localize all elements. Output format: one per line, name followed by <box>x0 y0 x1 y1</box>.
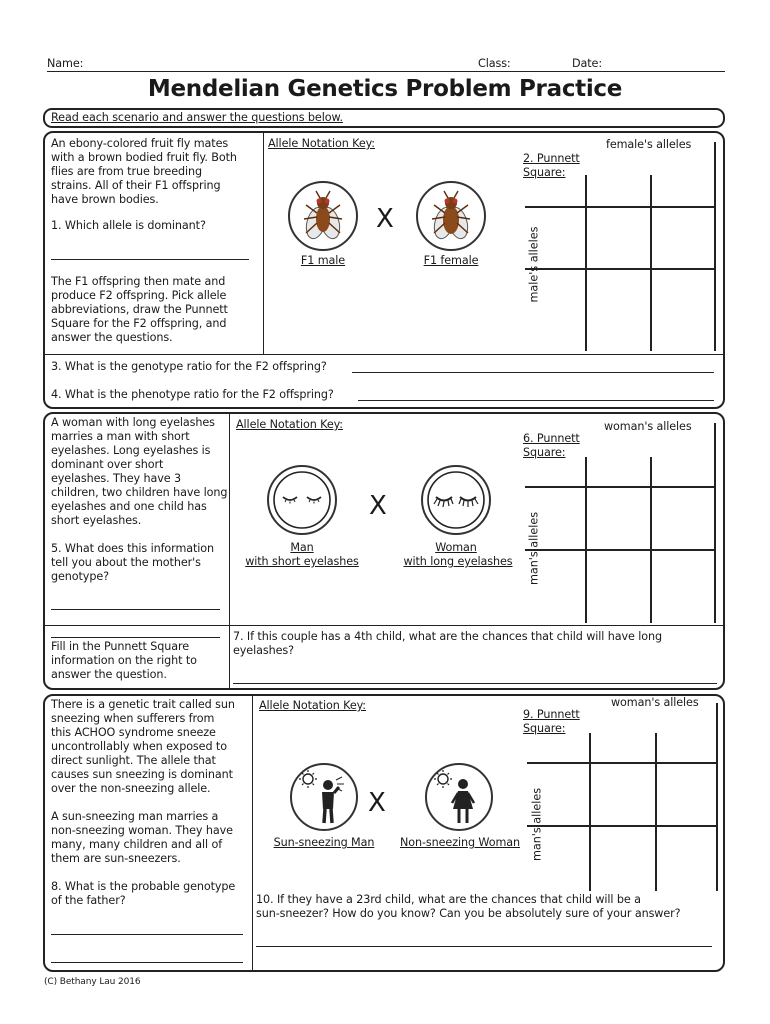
question-8: 8. What is the probable genotype of the father? <box>51 880 236 907</box>
section-2-hdivider-left <box>44 625 229 626</box>
woman-label-line-2: with long eyelashes <box>403 555 513 568</box>
scenario-2-text: A woman with long eyelashes marries a man with short eyelashes. Long eyelashes is dominant over short eyelashes. They have 3 children, two children have long eyelashes and one child has short eyelashes. <box>51 416 228 527</box>
allele-key-label-3: Allele Notation Key: <box>259 699 366 712</box>
man-alleles-label-2: man's alleles <box>527 511 541 586</box>
section-3-divider <box>252 695 253 971</box>
class-label: Class: <box>478 57 511 70</box>
section-2-hdivider-right <box>229 625 724 626</box>
question-7: 7. If this couple has a 4th child, what are the chances that child will have long eyelashes? <box>233 630 662 657</box>
woman-alleles-label-3: woman's alleles <box>611 696 699 709</box>
man-short-eyelashes-icon <box>267 465 337 535</box>
punnett-3-vline-b <box>655 733 657 891</box>
punnett-2-vline-b <box>650 457 652 623</box>
answer-line-10[interactable] <box>256 946 712 947</box>
question-4: 4. What is the phenotype ratio for the F2 offspring? <box>51 388 334 401</box>
woman-label-line-1: Woman <box>435 541 477 554</box>
answer-line-8b[interactable] <box>51 962 243 963</box>
male-alleles-label: male's alleles <box>527 226 541 303</box>
answer-line-3[interactable] <box>352 372 714 373</box>
page-title: Mendelian Genetics Problem Practice <box>147 76 623 102</box>
scenario-3-text-2: A sun-sneezing man marries a non-sneezing woman. They have many, many children and all of them are sun-sneezers. <box>51 810 233 865</box>
f1-male-label: F1 male <box>300 254 346 267</box>
punnett-2-hline-b <box>525 549 715 551</box>
punnett-3-hline-b <box>527 825 717 827</box>
non-sneezing-woman-icon <box>425 763 493 831</box>
answer-line-8a[interactable] <box>51 934 243 935</box>
allele-key-label-1: Allele Notation Key: <box>268 137 375 150</box>
answer-line-1[interactable] <box>51 259 249 260</box>
sun-sneezing-man-label: Sun-sneezing Man <box>273 836 375 849</box>
fly-female-icon <box>416 181 486 251</box>
punnett-2-vline-c <box>714 423 716 623</box>
cross-symbol-3: X <box>368 788 386 818</box>
punnett-1-hline-b <box>525 268 715 270</box>
scenario-3-text: There is a genetic trait called sun sneezing when sufferers from this ACHOO syndrome sneeze uncontrollably when exposed to direct sunlight. The allele that causes sun sneezing is dominant over the non-sneezing allele. <box>51 698 235 795</box>
punnett-2-vline-a <box>585 457 587 623</box>
question-3: 3. What is the genotype ratio for the F2 offspring? <box>51 360 327 373</box>
question-1: 1. Which allele is dominant? <box>51 219 206 232</box>
punnett-label-2: 2. Punnett Square: <box>523 152 580 179</box>
scenario-1-text: An ebony-colored fruit fly mates with a brown bodied fruit fly. Both flies are from true breeding strains. All of their F1 offspring have brown bodies. <box>51 137 237 206</box>
fly-male-icon <box>288 181 358 251</box>
punnett-3-vline-c <box>716 703 718 891</box>
name-label: Name: <box>47 57 84 70</box>
answer-line-7[interactable] <box>233 683 717 684</box>
woman-long-eyelashes-icon <box>421 465 491 535</box>
question-5: 5. What does this information tell you about the mother's genotype? <box>51 542 215 583</box>
date-label: Date: <box>572 57 603 70</box>
female-alleles-label: female's alleles <box>606 138 692 151</box>
punnett-3-vline-a <box>589 733 591 891</box>
sun-sneezing-man-icon <box>290 763 358 831</box>
answer-line-5b[interactable] <box>51 637 220 638</box>
question-10: 10. If they have a 23rd child, what are the chances that child will be a sun-sneezer? How do you know? Can you be absolutely sure of your answer? <box>256 893 681 920</box>
punnett-2-hline-a <box>525 486 715 488</box>
punnett-label-9: 9. Punnett Square: <box>523 708 580 735</box>
copyright-footer: (C) Bethany Lau 2016 <box>44 977 141 987</box>
punnett-1-vline-a <box>585 175 587 351</box>
allele-key-label-2: Allele Notation Key: <box>236 418 343 431</box>
non-sneezing-woman-label: Non-sneezing Woman <box>399 836 521 849</box>
man-alleles-label-3: man's alleles <box>530 787 544 862</box>
punnett-1-vline-c <box>714 142 716 351</box>
punnett-label-6: 6. Punnett Square: <box>523 432 580 459</box>
answer-line-5a[interactable] <box>51 609 220 610</box>
punnett-1-hline-a <box>525 206 715 208</box>
punnett-3-hline-a <box>527 762 717 764</box>
section-1-divider <box>263 132 264 354</box>
answer-line-4[interactable] <box>358 400 714 401</box>
man-label-line-2: with short eyelashes <box>245 555 359 568</box>
f1-female-label: F1 female <box>423 254 479 267</box>
fill-punnett-text: Fill in the Punnett Square information on the right to answer the question. <box>51 640 197 681</box>
man-label-line-1: Man <box>290 541 314 554</box>
section-2-divider <box>229 413 230 689</box>
punnett-1-vline-b <box>650 175 652 351</box>
f1-offspring-text: The F1 offspring then mate and produce F2 offspring. Pick allele abbreviations, draw the Punnett Square for the F2 offspring, and answer the questions. <box>51 275 228 344</box>
cross-symbol-2: X <box>369 491 387 521</box>
section-1-hdivider <box>44 354 724 355</box>
woman-alleles-label-2: woman's alleles <box>604 420 692 433</box>
instructions-text: Read each scenario and answer the questions below. <box>51 111 343 124</box>
name-line[interactable] <box>47 71 725 72</box>
cross-symbol-1: X <box>376 204 394 234</box>
